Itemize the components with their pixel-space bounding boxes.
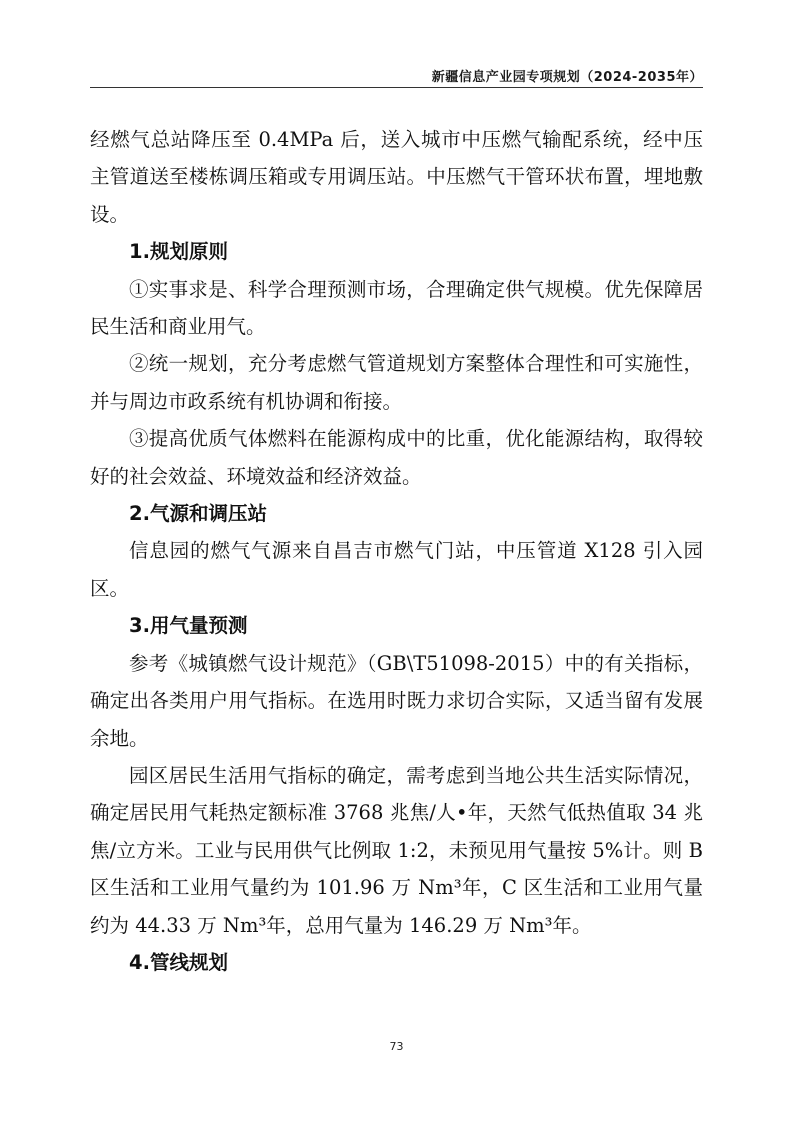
section-heading-gas-forecast: 3.用气量预测 xyxy=(129,614,248,638)
paragraph-gas-source: 信息园的燃气气源来自昌吉市燃气门站，中压管道 X128 引入园区。 xyxy=(90,539,703,600)
section-heading-gas-source: 2.气源和调压站 xyxy=(129,502,267,526)
section-heading-pipeline-planning: 4.管线规划 xyxy=(129,950,228,974)
section-heading-planning-principles: 1.规划原则 xyxy=(129,240,228,264)
running-header: 新疆信息产业园专项规划（2024-2035年） xyxy=(431,70,703,85)
paragraph-principle-2: ②统一规划，充分考虑燃气管道规划方案整体合理性和可实施性，并与周边市政系统有机协调和衔接。 xyxy=(90,352,703,413)
paragraph-forecast-calculation: 园区居民生活用气指标的确定，需考虑到当地公共生活实际情况，确定居民用气耗热定额标准 3768 兆焦/人•年，天然气低热值取 34 兆焦/立方米。工业与民用供气比例取 1:2，未预见用气量按 5%计。则 B 区生活和工业用气量约为 101.96 万 Nm³年，C 区生活和工业用气量约为 44.33 万 Nm³年，总用气量为 146.29 万 Nm³年。 xyxy=(90,763,703,937)
page-number: 73 xyxy=(389,1040,404,1053)
paragraph-forecast-reference: 参考《城镇燃气设计规范》（GB\T51098-2015）中的有关指标，确定出各类用户用气指标。在选用时既力求切合实际，又适当留有发展余地。 xyxy=(90,651,703,750)
paragraph-principle-3: ③提高优质气体燃料在能源构成中的比重，优化能源结构，取得较好的社会效益、环境效益和经济效益。 xyxy=(90,427,703,488)
header-divider xyxy=(90,87,703,88)
paragraph-intro: 经燃气总站降压至 0.4MPa 后，送入城市中压燃气输配系统，经中压主管道送至楼栋调压箱或专用调压站。中压燃气干管环状布置，埋地敷设。 xyxy=(90,128,703,226)
body-text xyxy=(90,121,703,981)
paragraph-principle-1: ①实事求是、科学合理预测市场，合理确定供气规模。优先保障居民生活和商业用气。 xyxy=(90,277,703,339)
